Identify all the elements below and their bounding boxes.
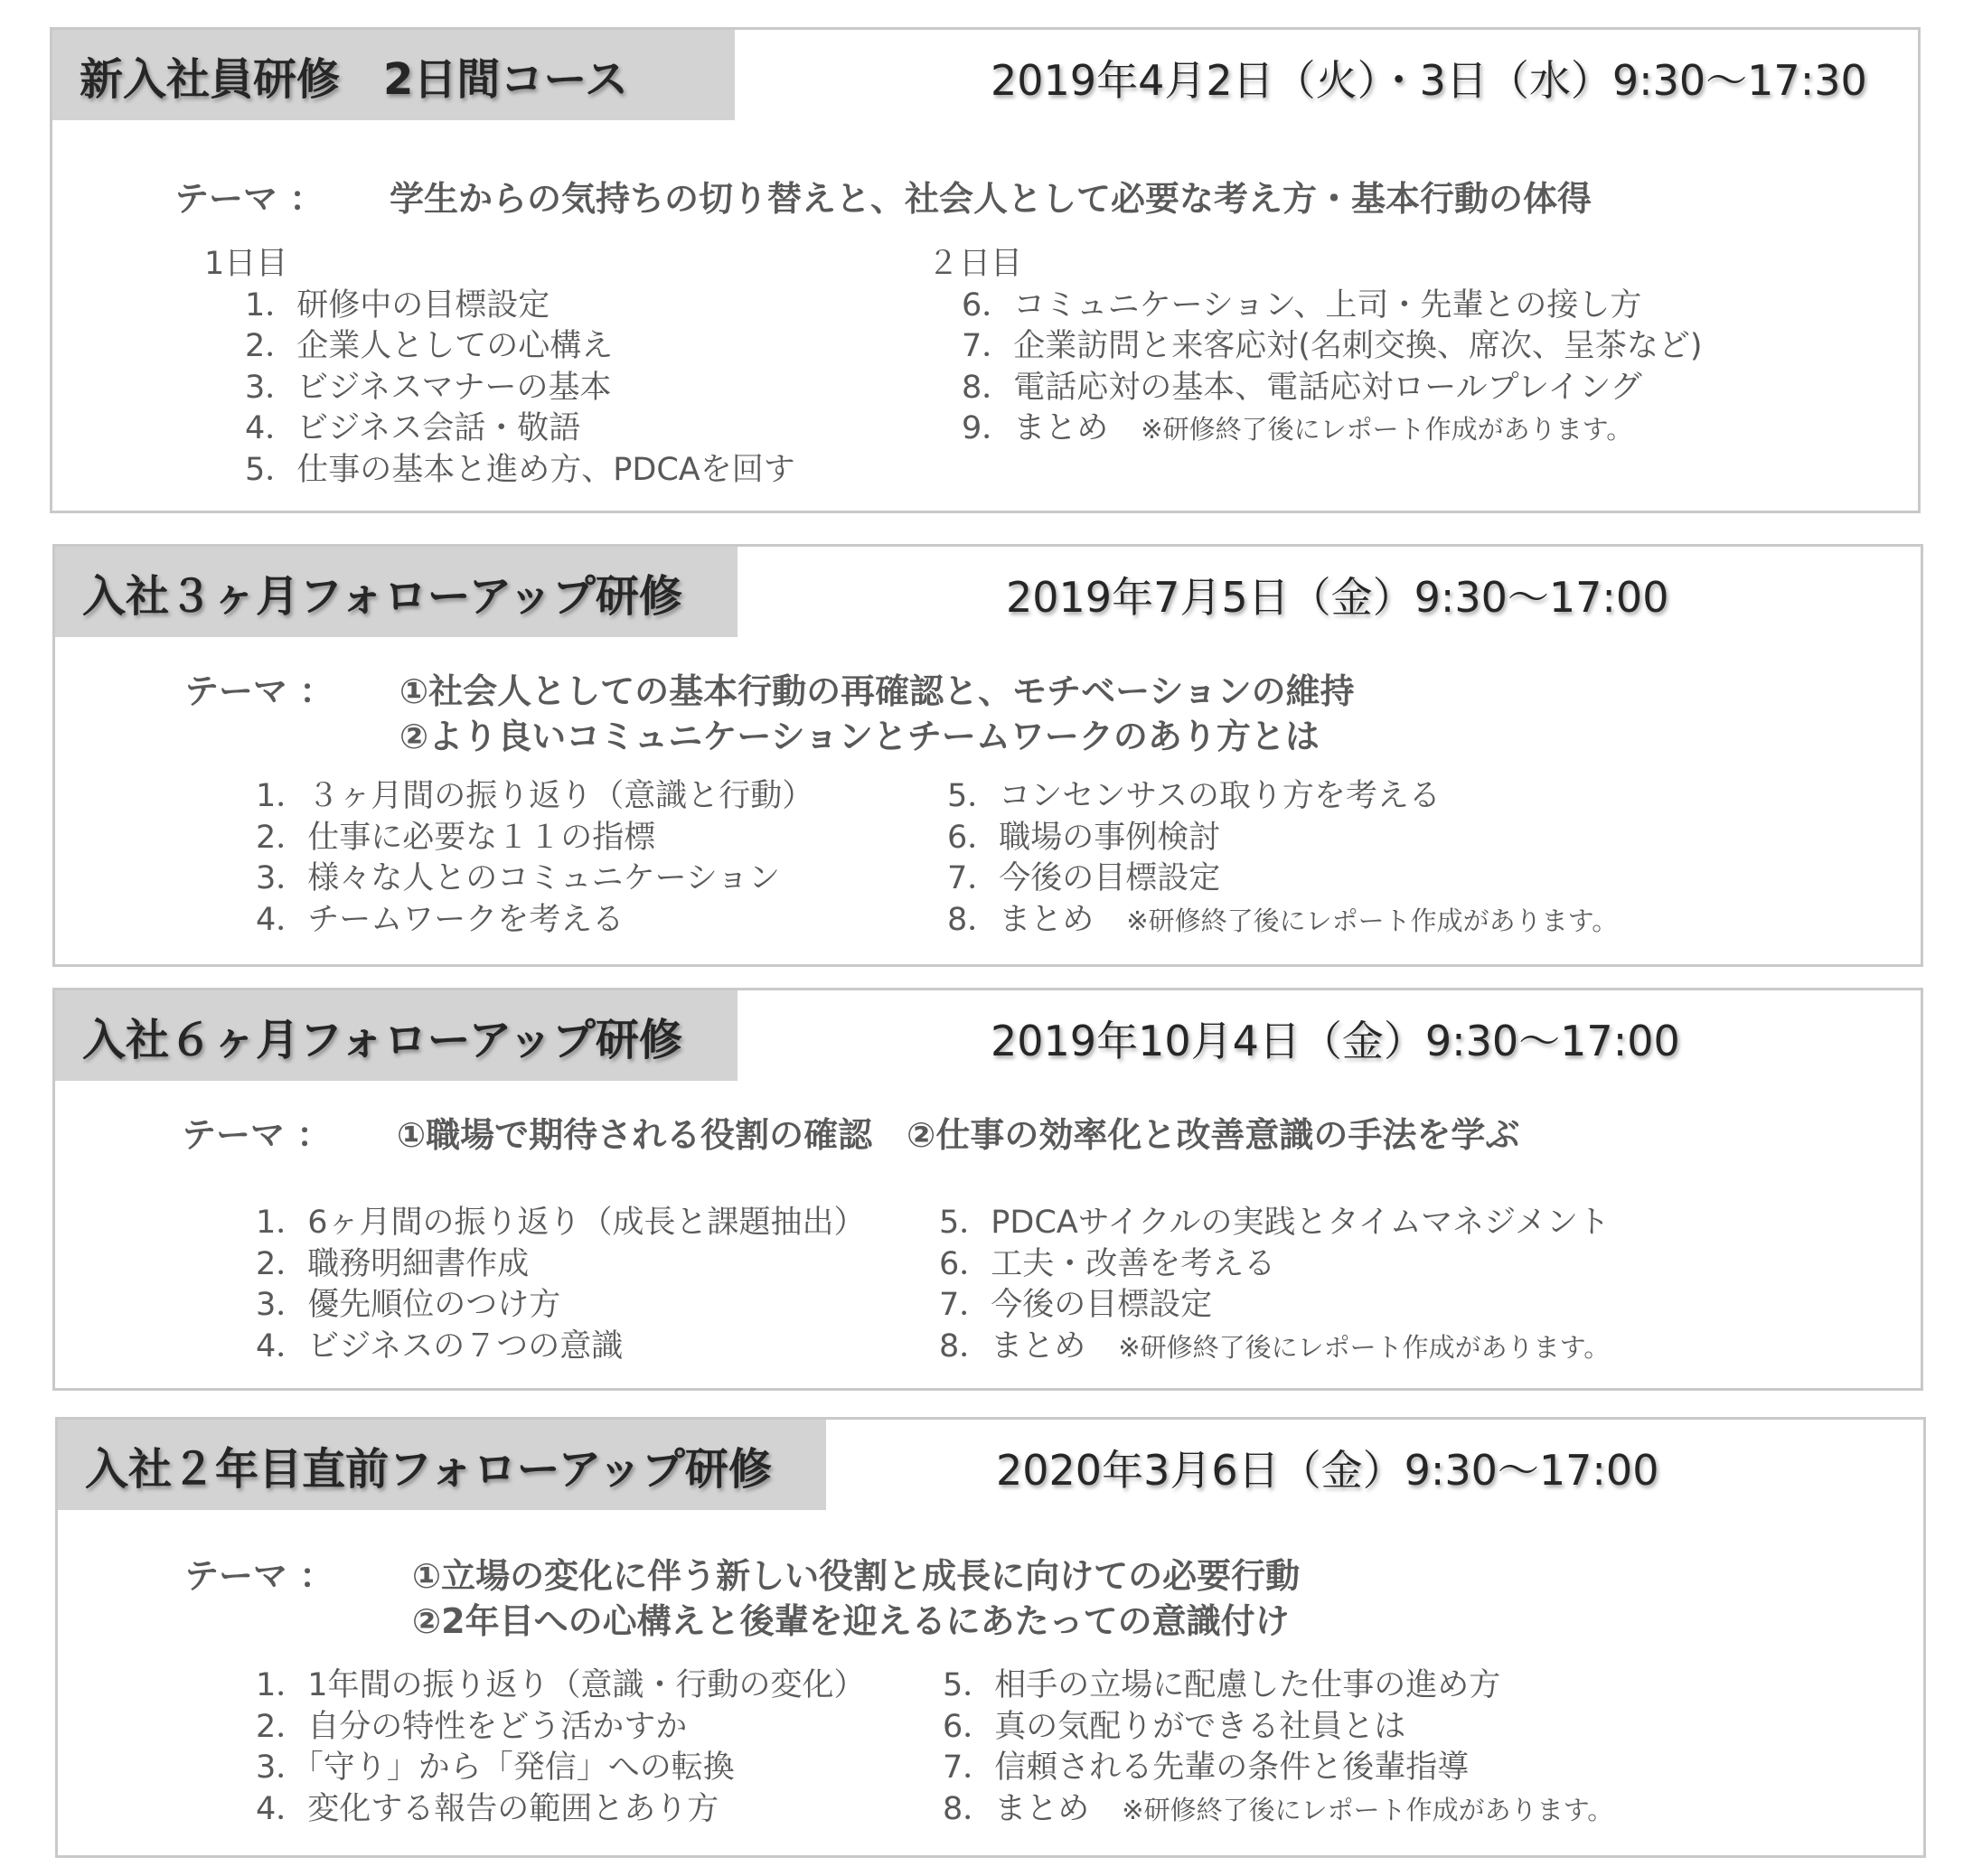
- course-2nd-year-followup: [55, 1417, 1926, 1858]
- theme-label: テーマ ：: [182, 1115, 332, 1155]
- list-item: 3．様々な人とのコミュニケーション: [256, 860, 781, 896]
- report-note: ※研修終了後にレポート作成があります。: [1126, 905, 1619, 936]
- report-note: ※研修終了後にレポート作成があります。: [1122, 1794, 1614, 1825]
- list-item: 6．工夫・改善を考える: [939, 1245, 1276, 1282]
- list-item: 5．PDCAサイクルの実践とタイムマネジメント: [939, 1205, 1611, 1241]
- left-column: [256, 1665, 866, 1830]
- report-note: ※研修終了後にレポート作成があります。: [1118, 1331, 1611, 1363]
- list-item: 8．まとめ ※研修終了後にレポート作成があります。: [943, 1790, 1614, 1827]
- list-item: 1．３ヶ月間の振り返り（意識と行動）: [256, 778, 814, 814]
- list-item: 2．職務明細書作成: [256, 1245, 530, 1282]
- theme-label: テーマ ：: [174, 179, 324, 219]
- list-item: 5．仕事の基本と進め方、PDCAを回す: [245, 451, 795, 488]
- list-item: 4．チームワークを考える: [256, 901, 625, 938]
- list-item: 2．企業人としての心構え: [245, 328, 614, 364]
- list-item: 4．ビジネスの７つの意識: [256, 1327, 624, 1365]
- list-item: 8．まとめ ※研修終了後にレポート作成があります。: [939, 1327, 1611, 1365]
- list-item: 9．まとめ ※研修終了後にレポート作成があります。: [962, 410, 1633, 446]
- course-6-month-followup: [52, 988, 1923, 1391]
- list-item: 2．仕事に必要な１１の指標: [256, 819, 656, 856]
- right-column: [943, 1665, 1613, 1831]
- list-item: 6．コミュニケーション、上司・先輩との接し方: [962, 286, 1642, 324]
- theme-line: ②より良いコミュニケーションとチームワークのあり方とは: [399, 717, 1320, 756]
- list-item: 6．真の気配りができる社員とは: [943, 1708, 1406, 1745]
- course-date: 2020年3月6日（金）9:30～17:00: [996, 1446, 1659, 1495]
- course-title: 入社３ヶ月フォローアップ研修: [82, 570, 682, 622]
- report-note: ※研修終了後にレポート作成があります。: [1141, 414, 1633, 445]
- list-item: 8．電話応対の基本、電話応対ロールプレイング: [962, 369, 1642, 406]
- list-item: 3．優先順位のつけ方: [256, 1287, 561, 1323]
- course-theme: [184, 669, 1902, 768]
- theme-line: ①職場で期待される役割の確認 ②仕事の効率化と改善意識の手法を学ぶ: [397, 1115, 1520, 1155]
- left-column: [256, 1203, 866, 1367]
- course-title-tab: [55, 990, 738, 1081]
- course-theme: [182, 1112, 1899, 1167]
- day1-column: [204, 244, 795, 491]
- list-item: 7．企業訪問と来客応対(名刺交換、席次、呈茶など): [962, 328, 1703, 364]
- course-new-employee: [50, 27, 1921, 513]
- list-item: 5．相手の立場に配慮した仕事の進め方: [943, 1667, 1501, 1703]
- right-column: [939, 1203, 1610, 1368]
- list-item: 8．まとめ ※研修終了後にレポート作成があります。: [947, 901, 1619, 938]
- course-date: 2019年7月5日（金）9:30～17:00: [1006, 573, 1669, 622]
- list-item: 5．コンセンサスの取り方を考える: [947, 778, 1441, 814]
- course-theme: [174, 176, 1892, 230]
- list-item: 3．ビジネスマナーの基本: [245, 369, 612, 406]
- list-item: 7．信頼される先輩の条件と後輩指導: [943, 1749, 1470, 1786]
- day2-column: [927, 244, 1703, 451]
- theme-line: ①社会人としての基本行動の再確認と、モチベーションの維持: [399, 671, 1355, 711]
- course-title: 新入社員研修 2日間コース: [80, 53, 628, 105]
- course-theme: [184, 1553, 1902, 1653]
- course-title-tab: [52, 30, 735, 120]
- course-date: 2019年4月2日（火）・3日（水）9:30～17:30: [991, 56, 1867, 105]
- list-item: 1．1年間の振り返り（意識・行動の変化）: [256, 1667, 866, 1703]
- theme-line: ②2年目への心構えと後輩を迎えるにあたっての意識付け: [412, 1601, 1290, 1641]
- list-item: 4．ビジネス会話・敬語: [245, 410, 581, 446]
- list-item: 7．今後の目標設定: [947, 860, 1221, 896]
- theme-label: テーマ ：: [184, 671, 334, 711]
- list-item: 2．自分の特性をどう活かすか: [256, 1708, 688, 1745]
- course-date: 2019年10月4日（金）9:30～17:00: [991, 1017, 1680, 1065]
- list-item: 4．変化する報告の範囲とあり方: [256, 1790, 719, 1827]
- course-title-tab: [58, 1420, 826, 1510]
- day2-header: ２日目: [927, 246, 1023, 282]
- right-column: [947, 776, 1618, 942]
- list-item: 1．研修中の目標設定: [245, 286, 550, 324]
- course-title: 入社２年目直前フォローアップ研修: [85, 1443, 772, 1495]
- course-title-tab: [55, 547, 738, 637]
- course-title: 入社６ヶ月フォローアップ研修: [82, 1014, 682, 1065]
- list-item: 6．職場の事例検討: [947, 819, 1221, 856]
- theme-label: テーマ ：: [184, 1556, 334, 1596]
- left-column: [256, 776, 813, 941]
- list-item: 1．6ヶ月間の振り返り（成長と課題抽出）: [256, 1205, 866, 1241]
- theme-line: ①立場の変化に伴う新しい役割と成長に向けての必要行動: [412, 1556, 1301, 1596]
- list-item: 7．今後の目標設定: [939, 1287, 1213, 1323]
- list-item: 3．「守り」から「発信」への転換: [256, 1749, 735, 1786]
- theme-line: 学生からの気持ちの切り替えと、社会人として必要な考え方・基本行動の体得: [390, 179, 1592, 219]
- course-3-month-followup: [52, 544, 1923, 967]
- day1-header: 1日目: [204, 246, 288, 282]
